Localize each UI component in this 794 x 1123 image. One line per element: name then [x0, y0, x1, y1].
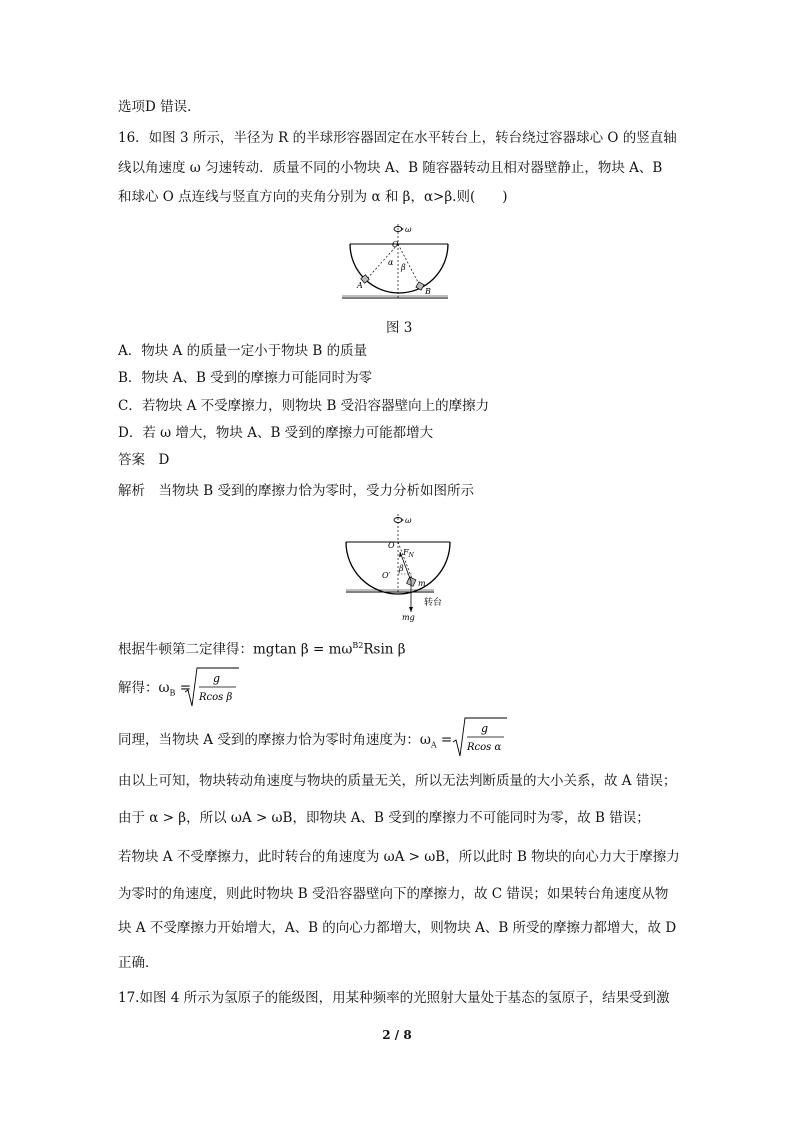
omega-label: ω	[405, 225, 412, 234]
question-16-line-1: 16．如图 3 所示，半径为 R 的半球形容器固定在水平转台上，转台绕过容器球心 O 的竖直轴	[118, 130, 677, 146]
force-analysis-diagram	[342, 512, 462, 622]
option-c: C．若物块 A 不受摩擦力，则物块 B 受沿容器壁向上的摩擦力	[118, 398, 490, 414]
label-beta: β	[401, 263, 406, 272]
svg-text:g: g	[213, 672, 221, 685]
svg-text:Rcos α: Rcos α	[467, 742, 502, 753]
omega-label: ω	[405, 516, 412, 525]
option-b: B．物块 A、B 受到的摩擦力可能同时为零	[118, 370, 373, 386]
question-16-line-3: 和球心 O 点连线与竖直方向的夹角分别为 α 和 β，α>β.则( )	[118, 189, 508, 205]
page-number: 2 / 8	[382, 1028, 412, 1042]
label-beta: β	[399, 564, 404, 573]
sqrt-fraction-omega-b	[184, 666, 240, 710]
conclusion-3: 若物块 A 不受摩擦力，此时转台的角速度为 ωA > ωB，所以此时 B 物块的向心力大于摩擦力	[118, 849, 680, 865]
conclusion-5: 块 A 不受摩擦力开始增大，A、B 的向心力都增大，则物块 A、B 所受的摩擦力都增大，故 D	[118, 920, 677, 936]
label-FN: $F_N$	[403, 548, 414, 559]
same-omega-a: 同理，当物块 A 受到的摩擦力恰为零时角速度为：$\omega_A$ =	[118, 732, 453, 750]
solve-omega-b: 解得：$\omega_B$ =	[118, 680, 192, 698]
label-mg: mg	[402, 613, 415, 622]
answer: 答案 D	[118, 452, 170, 468]
option-a: A．物块 A 的质量一定小于物块 B 的质量	[118, 343, 368, 359]
label-O: O	[392, 240, 399, 249]
svg-text:g: g	[481, 722, 489, 735]
figure-3-hemisphere-diagram	[340, 222, 452, 304]
label-B: B	[425, 287, 431, 296]
conclusion-4: 为零时的角速度，则此时物块 B 受沿容器壁向下的摩擦力，故 C 错误；如果转台角速度从物	[118, 886, 669, 902]
label-turntable: 转台	[424, 598, 443, 608]
label-A: A	[357, 281, 363, 290]
question-16-line-2: 线以角速度 ω 匀速转动．质量不同的小物块 A、B 随容器转动且相对器壁静止，物块 A、B	[118, 160, 663, 176]
label-alpha: α	[388, 258, 394, 267]
label-O-prime: O′	[382, 571, 391, 580]
label-O: O	[388, 541, 395, 550]
analysis-intro: 解析 当物块 B 受到的摩擦力恰为零时，受力分析如图所示	[118, 483, 475, 499]
conclusion-2: 由于 α > β，所以 ωA > ωB，即物块 A、B 受到的摩擦力不可能同时为零，故 B 错误；	[118, 810, 650, 826]
text-line: 选项D 错误．	[118, 99, 201, 115]
figure-3-caption: 图 3	[386, 320, 413, 336]
label-m: m	[418, 579, 426, 588]
svg-text:Rcos β: Rcos β	[199, 692, 233, 703]
sqrt-fraction-omega-a	[452, 716, 508, 760]
option-d: D．若 ω 增大，物块 A、B 受到的摩擦力可能都增大	[118, 425, 434, 441]
conclusion-1: 由以上可知，物块转动角速度与物块的质量无关，所以无法判断质量的大小关系，故 A 错误；	[118, 773, 677, 789]
question-17-line-1: 17.如图 4 所示为氢原子的能级图，用某种频率的光照射大量处于基态的氢原子，结果受到激	[118, 990, 670, 1006]
conclusion-6: 正确．	[118, 955, 159, 971]
newton-equation: 根据牛顿第二定律得：mgtan $\beta = m\omega^{B2}Rsin$ β	[118, 641, 406, 658]
